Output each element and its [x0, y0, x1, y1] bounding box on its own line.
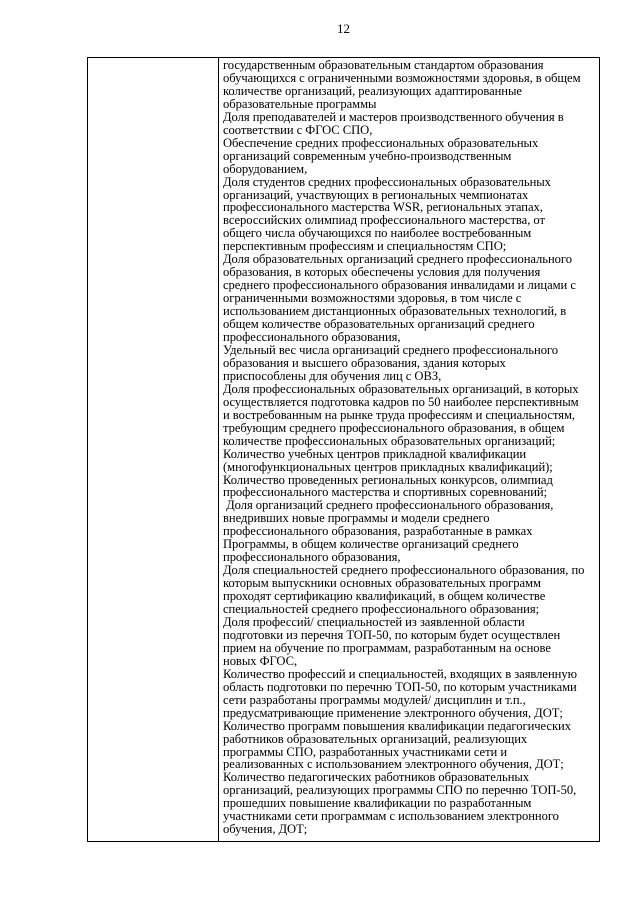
text-line: осуществляется подготовка кадров по 50 наиболее перспективным — [223, 394, 579, 409]
text-line: образования, в которых обеспечены условия для получения — [223, 265, 541, 280]
text-line: работников образовательных организаций, реализующих — [223, 731, 528, 746]
page-number: 12 — [337, 21, 350, 36]
text-line: требующим среднего профессионального образования, в общем — [223, 420, 565, 435]
text-line: профессионального образования, — [223, 550, 401, 565]
text-line: профессионального мастерства и спортивных соревнований; — [223, 485, 548, 500]
text-line: подготовки из перечня ТОП-50, по которым будет осуществлен — [223, 627, 561, 642]
text-line: Количество программ повышения квалификации педагогических — [223, 718, 571, 733]
text-line: организаций, участвующих в региональных чемпионатах — [223, 187, 529, 202]
text-line: проходят сертификацию квалификаций, в общем количестве — [223, 589, 546, 604]
text-line: Доля образовательных организаций среднего профессионального — [223, 252, 572, 267]
text-line: Программы, в общем количестве организаций среднего — [223, 537, 519, 552]
text-line: организаций современным учебно-производственным — [223, 148, 512, 163]
text-line: ограниченными возможностями здоровья, в том числе с — [223, 291, 522, 306]
text-line: количестве организаций, реализующих адаптированные — [223, 83, 522, 98]
text-line: Доля специальностей среднего профессионального образования, по — [223, 563, 585, 578]
text-line: прошедших повышение квалификации по разработанным — [223, 796, 532, 811]
text-line: оборудованием, — [223, 161, 308, 176]
text-line: (многофункциональных центров прикладных квалификаций); — [223, 459, 553, 474]
text-line: общего числа обучающихся по наиболее востребованным — [223, 226, 532, 241]
text-line: Доля организаций среднего профессионального образования, — [223, 498, 554, 513]
text-line: сети разработаны программы модулей/ дисциплин и т.п., — [223, 692, 526, 707]
document-table — [87, 57, 600, 842]
text-line: всероссийских олимпиад профессионального мастерства, от — [223, 213, 545, 228]
text-line: профессионального образования, — [223, 330, 401, 345]
table-cell-left — [88, 58, 219, 841]
text-line: Обеспечение средних профессиональных образовательных — [223, 135, 539, 150]
text-line: обучающихся с ограниченными возможностями здоровья, в общем — [223, 70, 581, 85]
text-line: Доля студентов средних профессиональных образовательных — [223, 174, 551, 189]
text-line: профессионального мастерства WSR, региональных этапах, — [223, 200, 543, 215]
text-line: Количество учебных центров прикладной квалификации — [223, 446, 527, 461]
text-line: организаций, реализующих программы СПО по перечню ТОП-50, — [223, 783, 577, 798]
text-line: образования и высшего образования, здания которых — [223, 355, 506, 370]
text-line: внедривших новые программы и модели среднего — [223, 511, 490, 526]
text-line: специальностей среднего профессионального образования; — [223, 602, 540, 617]
text-line: Доля преподавателей и мастеров производственного обучения в — [223, 109, 564, 124]
text-line: Удельный вес числа организаций среднего профессионального — [223, 342, 558, 357]
text-line: реализованных с использованием электронного обучения, ДОТ; — [223, 757, 564, 772]
text-line: Доля профессиональных образовательных организаций, в которых — [223, 381, 579, 396]
text-line: использованием дистанционных образовательных технологий, в — [223, 304, 567, 319]
text-line: обучения, ДОТ; — [223, 822, 308, 837]
text-line: государственным образовательным стандартом образования — [223, 58, 544, 72]
text-line: новых ФГОС, — [223, 653, 298, 668]
text-line: образовательные программы — [223, 96, 377, 111]
text-line: Количество профессий и специальностей, входящих в заявленную — [223, 666, 577, 681]
text-line: программы СПО, разработанных участниками сети и — [223, 744, 508, 759]
text-line: перспективным профессиям и специальностям СПО; — [223, 239, 507, 254]
text-line: Количество педагогических работников образовательных — [223, 770, 530, 785]
text-line: и востребованным на рынке труда профессиям и специальностям, — [223, 407, 576, 422]
text-line: соответствии с ФГОС СПО, — [223, 122, 373, 137]
text-line: количестве профессиональных образовательных организаций; — [223, 433, 556, 448]
text-line: общем количестве образовательных организаций среднего — [223, 317, 535, 332]
text-line: участниками сети программам с использованием электронного — [223, 809, 559, 824]
text-line: профессионального образования, разработанные в рамках — [223, 524, 533, 539]
text-line: область подготовки по перечню ТОП-50, по которым участниками — [223, 679, 577, 694]
text-line: Доля профессий/ специальностей из заявленной области — [223, 614, 525, 629]
text-line: Количество проведенных региональных конкурсов, олимпиад — [223, 472, 553, 487]
table-cell-right — [219, 58, 599, 841]
text-line: прием на обучение по программам, разработанным на основе — [223, 640, 551, 655]
text-line: которым выпускники основных образовательных программ — [223, 576, 541, 591]
text-line: предусматривающие применение электронного обучения, ДОТ; — [223, 705, 563, 720]
text-line: приспособлены для обучения лиц с ОВЗ, — [223, 368, 442, 383]
text-line: среднего профессионального образования инвалидами и лицами с — [223, 278, 576, 293]
